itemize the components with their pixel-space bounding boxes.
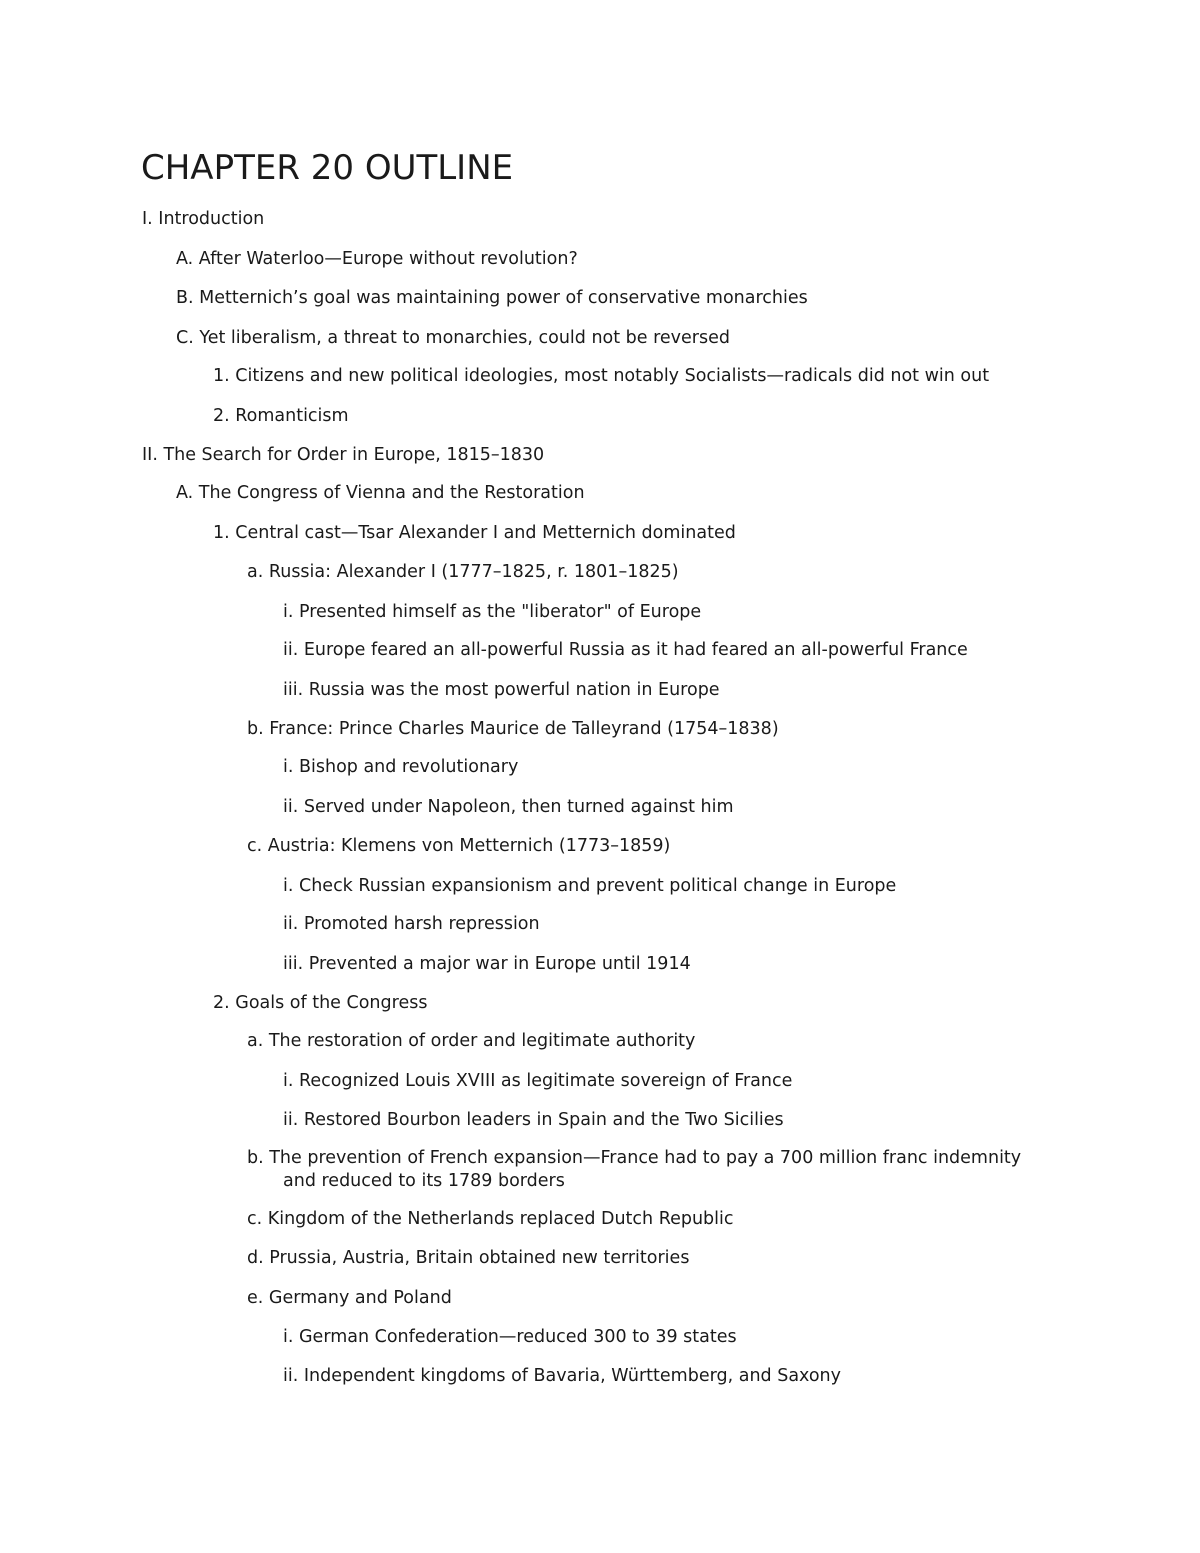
outline-item: II. The Search for Order in Europe, 1815–1830	[142, 445, 545, 465]
outline-item: i. Presented himself as the "liberator" of Europe	[283, 602, 702, 622]
outline-item: ii. Independent kingdoms of Bavaria, Württemberg, and Saxony	[283, 1366, 842, 1386]
outline-item: B. Metternich’s goal was maintaining power of conservative monarchies	[176, 288, 808, 308]
outline-item: C. Yet liberalism, a threat to monarchies, could not be reversed	[176, 328, 730, 348]
outline-item: 1. Citizens and new political ideologies, most notably Socialists—radicals did not win out	[213, 366, 990, 386]
outline-item: A. After Waterloo—Europe without revolution?	[176, 249, 578, 269]
outline-item: a. Russia: Alexander I (1777–1825, r. 1801–1825)	[247, 562, 679, 582]
outline-item: A. The Congress of Vienna and the Restoration	[176, 483, 585, 503]
page-title: CHAPTER 20 OUTLINE	[141, 148, 514, 188]
outline-item: iii. Prevented a major war in Europe until 1914	[283, 954, 691, 974]
outline-item: ii. Promoted harsh repression	[283, 914, 540, 934]
outline-item: ii. Europe feared an all-powerful Russia as it had feared an all-powerful France	[283, 640, 968, 660]
outline-item: iii. Russia was the most powerful nation in Europe	[283, 680, 720, 700]
outline-item: ii. Served under Napoleon, then turned against him	[283, 797, 734, 817]
outline-item: a. The restoration of order and legitimate authority	[247, 1031, 696, 1051]
outline-item: 1. Central cast—Tsar Alexander I and Metternich dominated	[213, 523, 736, 543]
outline-item: ii. Restored Bourbon leaders in Spain and the Two Sicilies	[283, 1110, 784, 1130]
outline-item: c. Austria: Klemens von Metternich (1773–1859)	[247, 836, 671, 856]
outline-item: b. France: Prince Charles Maurice de Talleyrand (1754–1838)	[247, 719, 779, 739]
outline-item: e. Germany and Poland	[247, 1288, 452, 1308]
outline-item-continuation: and reduced to its 1789 borders	[283, 1171, 565, 1191]
outline-item: 2. Romanticism	[213, 406, 349, 426]
outline-item: i. Bishop and revolutionary	[283, 757, 519, 777]
outline-item: I. Introduction	[142, 209, 265, 229]
outline-item: i. Recognized Louis XVIII as legitimate sovereign of France	[283, 1071, 793, 1091]
outline-item: d. Prussia, Austria, Britain obtained new territories	[247, 1248, 690, 1268]
outline-item: b. The prevention of French expansion—France had to pay a 700 million franc indemnity	[247, 1148, 1022, 1168]
outline-item: i. German Confederation—reduced 300 to 39 states	[283, 1327, 737, 1347]
outline-item: i. Check Russian expansionism and prevent political change in Europe	[283, 876, 897, 896]
outline-item: c. Kingdom of the Netherlands replaced Dutch Republic	[247, 1209, 734, 1229]
outline-item: 2. Goals of the Congress	[213, 993, 428, 1013]
